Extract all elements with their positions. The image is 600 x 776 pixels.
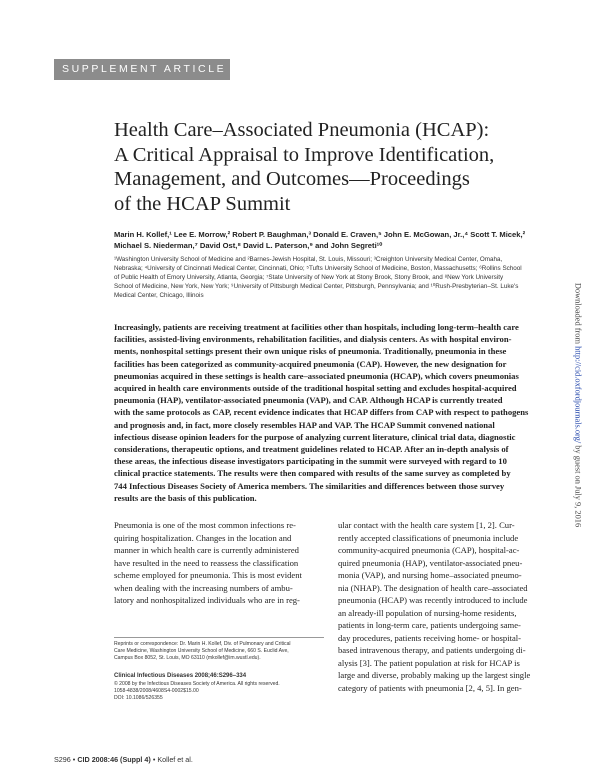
abstract-line: acquired in health care environments outside of the traditional hospital setting and excludes hospital-acquired: [114, 383, 517, 394]
body-line: an already-ill population of nursing-home residents,: [338, 607, 517, 618]
body-line: ular contact with the health care system [1, 2]. Cur-: [338, 520, 515, 530]
correspondence-footnote: [114, 641, 334, 662]
body-line: category of patients with pneumonia [2, 4, 5]. In gen-: [338, 682, 522, 693]
author-line: Marin H. Kollef,¹ Lee E. Morrow,² Robert P. Baughman,³ Donald E. Craven,⁵ John E. McGowan, Jr.,⁴ Scott T. Micek,²: [114, 230, 526, 239]
abstract-line: Increasingly, patients are receiving treatment at facilities other than hospitals, including long-term–health care: [114, 322, 519, 332]
body-line: rently accepted classifications of pneumonia include: [338, 532, 519, 543]
body-line: community-acquired pneumonia (CAP), hospital-ac-: [338, 545, 520, 555]
footnote-divider: [114, 637, 324, 638]
footnote-line: Care Medicine, Washington University School of Medicine, 660 S. Euclid Ave,: [114, 648, 289, 654]
body-line: when dealing with the increasing numbers of ambu-: [114, 582, 293, 593]
footer-journal: CID 2008:46 (Suppl 4): [77, 755, 151, 764]
affiliation-line: of Public Health of Emory University, Atlanta, Georgia; ⁷State University of New York at Stony Brook, Stony Brook, and ⁸New York University: [114, 274, 504, 281]
affiliation-line: Medical Center, Chicago, Illinois: [114, 292, 204, 299]
journal-doi: DOI: 10.1086/526355: [114, 694, 163, 701]
affiliation-line: Nebraska; ⁴University of Cincinnati Medical Center, Cincinnati, Ohio; ⁵Tufts University School of Medicine, Boston, Massachusetts; ⁶Rollins School: [114, 265, 522, 272]
body-line: manner in which health care is currently administered: [114, 545, 299, 555]
body-line: pneumonia (HCAP) was recently introduced to include: [338, 595, 528, 605]
running-footer: [54, 755, 193, 764]
journal-info: [114, 672, 334, 702]
footer-authors: Kollef et al.: [157, 755, 193, 764]
footnote-line: Campus Box 8052, St. Louis, MO 63110 (mkollef@im.wustl.edu).: [114, 655, 261, 661]
abstract-line: infectious disease opinion leaders for the purpose of analyzing current literature, clinical trial data, diagnostic: [114, 431, 516, 442]
footer-separator: •: [152, 755, 158, 764]
body-line: Pneumonia is one of the most common infections re-: [114, 520, 296, 530]
author-line: Michael S. Niederman,⁷ David Ost,⁸ David L. Paterson,⁹ and John Segreti¹⁰: [114, 241, 383, 250]
abstract-line: clinical practice statements. The results were then compared with results of the same survey as completed by: [114, 468, 511, 479]
journal-line: 1058-4838/2008/4608S4-0002$15.00: [114, 687, 199, 694]
download-notice-suffix: by guest on July 9, 2016: [573, 443, 583, 528]
footnote-line: Reprints or correspondence: Dr. Marin H. Kollef, Div. of Pulmonary and Critical: [114, 641, 291, 647]
title-line: Health Care–Associated Pneumonia (HCAP):: [114, 119, 490, 141]
body-line: latory and nonhospitalized individuals who are in reg-: [114, 595, 300, 605]
abstract-line: facilities, assisted-living environments, rehabilitation facilities, and dialysis centers. As with hospital environ-: [114, 334, 512, 345]
body-line: patients in long-term care, patients undergoing same-: [338, 620, 521, 630]
body-column-left: [114, 519, 332, 607]
title-line: of the HCAP Summit: [114, 192, 291, 215]
body-line: day procedures, patients receiving home- or hospital-: [338, 632, 522, 643]
body-line: large and diverse, probably making up the largest single: [338, 670, 531, 680]
abstract-line: considerations, therapeutic options, and treatment guidelines related to HCAP. After an in-depth analysis of: [114, 444, 509, 455]
body-line: quired pneumonia (HAP), ventilator-associated pneu-: [338, 557, 523, 568]
abstract-line: results are the basis of this publication.: [114, 492, 257, 503]
affiliation-line: ¹Washington University School of Medicine and ²Barnes-Jewish Hospital, St. Louis, Missouri; ³Creighton University Medical Center, Omaha,: [114, 256, 503, 263]
abstract-line: facilities has been categorized as community-acquired pneumonia (CAP). However, the new designation for: [114, 358, 507, 369]
journal-line: © 2008 by the Infectious Diseases Society of America. All rights reserved.: [114, 680, 280, 687]
abstract-line: ments, nonhospital settings present their own unique risks of pneumonia. Traditionally, pneumonia in these: [114, 346, 507, 357]
abstract-line: pneumonias acquired in these settings is health care–associated pneumonia (HCAP), which covers pneumonias: [114, 370, 519, 381]
body-column-right: [338, 519, 556, 694]
body-line: monia (VAP), and nursing home–associated pneumo-: [338, 570, 522, 580]
author-list: [114, 229, 544, 251]
body-line: scheme employed for pneumonia. This is most evident: [114, 570, 302, 580]
body-line: quiring hospitalization. Changes in the location and: [114, 532, 292, 543]
footer-separator: •: [72, 755, 78, 764]
affiliation-line: School of Medicine, New York, New York; ⁹University of Pittsburgh Medical Center, Pittsburgh, Pennsylvania; and ¹⁰Rush-Presbyterian–St. Luke's: [114, 283, 519, 290]
abstract-line: with the same protocols as CAP, recent evidence indicates that HCAP differs from CAP with respect to pathogens: [114, 407, 529, 418]
abstract-line: pneumonia (HAP), ventilator-associated pneumonia (VAP), and CAP. Although HCAP is currently treated: [114, 395, 503, 406]
journal-citation: Clinical Infectious Diseases 2008;46:S296–334: [114, 673, 247, 679]
abstract-line: these areas, the infectious disease investigators participating in the summit were surveyed with regard to 10: [114, 456, 507, 467]
title-line: Management, and Outcomes—Proceedings: [114, 168, 470, 190]
title-line: A Critical Appraisal to Improve Identification,: [114, 143, 495, 166]
body-line: nia (NHAP). The designation of health care–associated: [338, 582, 528, 593]
abstract: [114, 321, 548, 504]
abstract-line: 744 Infectious Diseases Society of America members. The similarities and differences between those survey: [114, 480, 505, 491]
body-line: alysis [3]. The patient population at risk for HCAP is: [338, 657, 520, 668]
download-notice-prefix: Downloaded from: [573, 282, 583, 347]
body-line: have resulted in the need to reassess the classification: [114, 557, 299, 568]
body-line: based intravenous therapy, and patients undergoing di-: [338, 645, 526, 655]
page-number: S296: [54, 755, 71, 764]
article-title: [114, 118, 534, 216]
affiliations: [114, 255, 544, 300]
download-notice-link[interactable]: http://cid.oxfordjournals.org/: [573, 346, 583, 444]
abstract-line: and prognosis and, in fact, more closely resembles HAP and VAP. The HCAP Summit convened national: [114, 419, 495, 430]
supplement-article-banner: SUPPLEMENT ARTICLE: [54, 59, 230, 80]
